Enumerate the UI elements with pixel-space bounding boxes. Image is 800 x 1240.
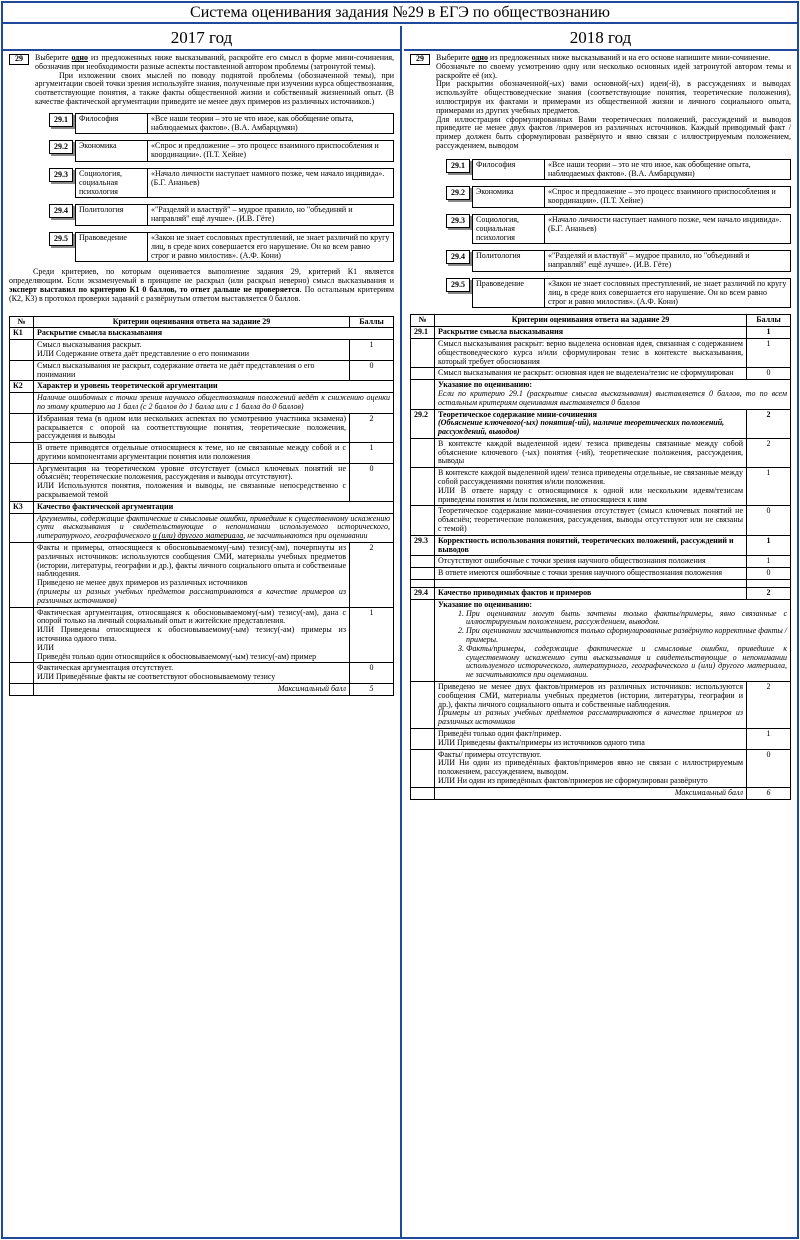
task-2018 [410,54,791,151]
option-row: 29.3 Социология, социальная психология «Начало личности наступает намного позже, чем начало индивида». (Б.Г. Ананьев) [49,168,394,198]
task-number: 29 [410,54,430,65]
year-heading-2018: 2018 год [404,26,797,51]
k1-note: Среди критериев, по которым оценивается выполнение задания 29, критерий К1 является определяющим. Если экзаменуемый в принципе не раскрыл (или раскрыл неверно) смысл высказывания и эксперт выставил по критерию К1 0 баллов, то ответ дальше не проверяется. По остальным критериям (К2, К3) в протокол проверки заданий с развёрнутым ответом выставляется 0 баллов. [9,267,395,303]
task-instructions: При изложении своих мыслей по поводу поднятой проблемы (обозначенной темы), при аргументации своей точки зрения используйте знания, полученные при изучении курса обществознания, соответствующие понятия, а также факты общественной жизни и собственный жизненный опыт. (В качестве фактической аргументации приведите не менее двух примеров из различных источников.) [35,70,394,106]
task-instructions: При раскрытии обозначенной(-ых) вами основной(-ых) идеи(-й), в рассуждениях и выводах используйте обществоведческие знания (соответствующие понятия, теоретические положения), иллюстрируя их фактами и примерами из общественной жизни и личного социального опыта, примерами из других учебных предметов. [436,79,791,115]
task-number: 29 [9,54,29,65]
option-row: 29.1 Философия «Все наши теории – это не что иное, как обобщение опыта, наблюдаемых фактов». (В.А. Амбарцумян) [49,113,394,135]
max-score-value: 5 [350,684,394,696]
criteria-table-2017: № Критерии оценивания ответа на задание 29 Баллы К1 Раскрытие смысла высказывания Смысл высказывания раскрыт. ИЛИ Содержание ответа даёт представление о его понимании 1 Смысл высказывания не раскрыт, содержание ответа не даёт представления о его понимании 0 К2 Характер и уровень теоретической аргументации Наличие ошибочных с точки зрения научного обществознания положений ведёт к снижению оценки по этому критерию на 1 балл (с 2 баллов до 1 балла или с 1 балла до 0 баллов) Избранная тема (в одном или нескольких аспектах по усмотрению участника экзамена) раскрывается с опорой на соответствующие понятия, теоретические положения, рассуждения и выводы 2 В ответе приводятся отдельные относящиеся к теме, но не связанные между собой и с другими компонентами аргументации понятия или положения 1 Аргументация на теоретическом уровне отсутствует (смысл ключевых понятий не объяснён; теоретические положения, рассуждения и выводы отсутствуют). ИЛИ Используются понятия, положения и выводы, не связанные непосредственно с раскрываемой темой 0 К3 Качество фактической аргументации Аргументы, содержащие фактические и смысловые ошибки, приведшие к существенному искажению сути высказывания и свидетельствующие о непонимании используемого исторического, литературного, географического и (или) другого материала, не засчитываются при оценивании Факты и примеры, относящиеся к обосновываемому(-ым) тезису(-ам), почерпнуты из различных источников: используются сообщения СМИ, материалы учебных предметов (истории, литературы, географии и др.), факты личного социального опыта и собственные наблюдения. Приведено не менее двух примеров из различных источников (примеры из разных учебных предметов рассматриваются в качестве примеров из различных источников) 2 Фактическая аргументация, относящаяся к обосновываемому(-ым) тезису(-ам), дана с опорой только на личный социальный опыт и житейские представления. ИЛИ Приведены относящиеся к обосновываемому(-ым) тезису(-ам) примеры из источника одного типа. ИЛИ Приведён только один относящийся к обосновываемому(-ым) тезису(-ам) пример 1 Фактическая аргументация отсутствует. ИЛИ Приведённые факты не соответствуют обосновываемому тезису 0 Максимальный балл 5 [9,316,394,696]
options-2017 [49,113,394,263]
task-intro: Выберите одно из предложенных ниже высказываний, раскройте его смысл в форме мини-сочинения, обозначив при необходимости разные аспекты поставленной автором проблемы (затронутой темы). [35,53,394,71]
year-heading-2017: 2017 год [3,26,400,51]
column-2018 [404,26,797,1237]
column-2017 [3,26,402,1237]
max-score-label: Максимальный балл [435,787,747,799]
task-intro: Выберите одно из предложенных ниже высказываний и на его основе напишите мини-сочинение. [436,53,771,62]
page [1,1,799,1239]
option-row: 29.3 Социология, социальная психология «Начало личности наступает намного позже, чем начало индивида». (Б.Г. Ананьев) [446,214,791,244]
task-instructions: Обозначьте по своему усмотрению одну или несколько основных идей затронутой автором темы и раскройте её (их). [436,61,791,80]
option-row: 29.2 Экономика «Спрос и предложение – это процесс взаимного приспособления и координации». (П.Т. Хейне) [49,140,394,162]
option-row: 29.5 Правоведение «Закон не знает сословных преступлений, не знает различий по кругу лиц, в среде коих совершается его нарушение. Он ко всем равно строг и равно милостив». (А.Ф. Кони) [446,278,791,308]
option-row: 29.4 Политология «"Разделяй и властвуй" – мудрое правило, но "объединяй и направляй" ещё лучше». (И.В. Гёте) [446,250,791,272]
option-row: 29.1 Философия «Все наши теории – это не что иное, как обобщение опыта, наблюдаемых фактов». (В.А. Амбарцумян) [446,159,791,181]
max-score-label: Максимальный балл [34,684,350,696]
option-row: 29.5 Правоведение «Закон не знает сословных преступлений, не знает различий по кругу лиц, в среде коих совершается его нарушение. Он ко всем равно строг и равно милостив». (А.Ф. Кони) [49,232,394,262]
options-2018 [446,159,791,309]
task-2017 [9,54,394,107]
option-row: 29.4 Политология «"Разделяй и властвуй" – мудрое правило, но "объединяй и направляй" ещё лучше». (И.В. Гёте) [49,204,394,226]
criteria-table-2018: № Критерии оценивания ответа на задание 29 Баллы 29.1 Раскрытие смысла высказывания 1 Смысл высказывания раскрыт: верно выделена основная идея, связанная с содержанием обществоведческого курса и/или сформулирован тезис в контексте высказывания, который требует обоснования 1 Смысл высказывания не раскрыт: основная идея не выделена/тезис не сформулирован 0 Указание по оцениванию: Если по критерию 29.1 (раскрытие смысла высказывания) выставляется 0 баллов, то по всем остальным критериям оценивания выставляется 0 баллов 29.2 Теоретическое содержание мини-сочинения (Объяснение ключевого(-ых) понятия(-ий), наличие теоретических положений, рассуждений, выводов) 2 В контексте каждой выделенной идеи/ тезиса приведены связанные между собой объяснение ключевого (-ых) понятия (-ий), теоретические положения, рассуждения, выводы 2 В контексте каждой выделенной идеи/ тезиса приведены отдельные, не связанные между собой рассуждениями понятия и/или положения. ИЛИ В ответе наряду с относящимися к одной или нескольким идеям/тезисам приведены понятия и /или положения, не относящиеся к ним 1 Теоретическое содержание мини-сочинения отсутствует (смысл ключевых понятий не объяснён; теоретические положения, рассуждения, выводы отсутствуют или не связаны с темой) 0 29.3 Корректность использования понятий, теоретических положений, рассуждений и выводов 1 Отсутствуют ошибочные с точки зрения научного обществознания положения 1 В ответе имеются ошибочные с точки зрения научного обществознания положения 0 29.4 Качество приводимых фактов и примеров 2 Указание по оцениванию: 1. При оценивании могут быть зачтены только факты/примеры, явно связанные с иллюстрируемым положением, рассуждением, выводом. 2. При оценивании засчитываются только сформулированные развёрнуто корректные факты /примеры. 3. Факты/примеры, содержащие фактические и смысловые ошибки, приведшие к существенному искажению сути высказывания и свидетельствующие о непонимании используемого исторического, литературного, географического и (или) другого материала, не засчитываются при оценивании. Приведено не менее двух фактов/примеров из различных источников: используются сообщения СМИ, материалы учебных предметов (истории, литературы, географии и др.), факты личного социального опыта и собственные наблюдения. Примеры из разных учебных предметов рассматриваются в качестве примеров из различных источников 2 Приведён только один факт/пример. ИЛИ Приведены факты/примеры из источников одного типа 1 Факты/ примеры отсутствуют. ИЛИ Ни один из приведённых фактов/примеров явно не связан с иллюстрируемым положением, рассуждением, выводом. ИЛИ Ни один из приведённых фактов/примеров не сформулирован развёрнуто 0 Максимальный балл 6 [410,314,791,799]
task-instructions: Для иллюстрации сформулированных Вами теоретических положений, рассуждений и выводов приведите не менее двух фактов /примеров из различных источников. Каждый приводимый факт / пример должен быть сформулирован развёрнуто и явно связан с иллюстрируемым положением, рассуждением, выводом [436,114,791,150]
page-title: Система оценивания задания №29 в ЕГЭ по обществознанию [3,3,797,24]
max-score-value: 6 [747,787,791,799]
option-row: 29.2 Экономика «Спрос и предложение – это процесс взаимного приспособления и координации». (П.Т. Хейне) [446,186,791,208]
